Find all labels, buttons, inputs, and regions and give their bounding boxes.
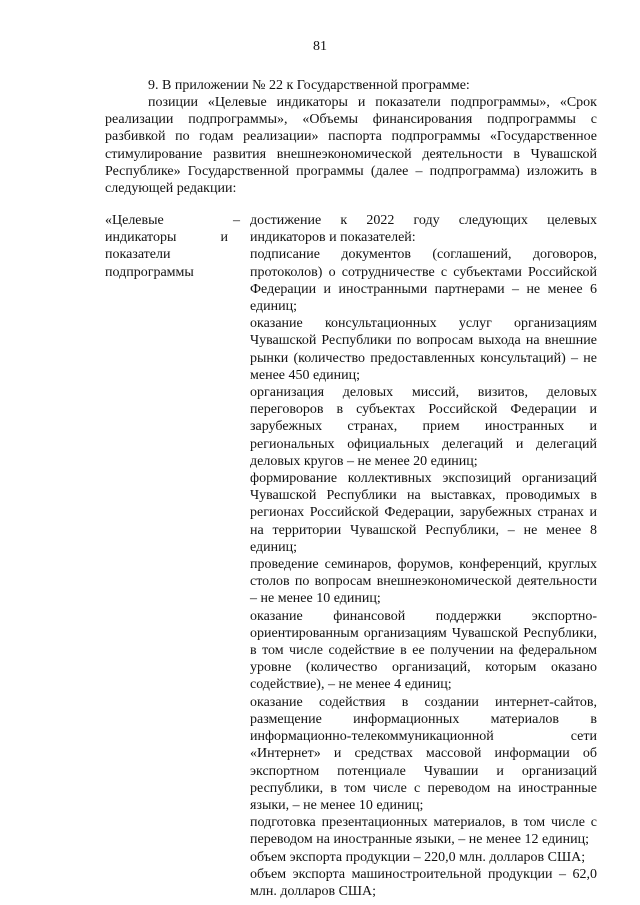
page-number: 81 — [313, 39, 327, 54]
passport-table — [105, 212, 597, 900]
indicator-paragraph: оказание финансовой поддержки экспортно-ориентированным организациям Чувашской Республики, в том числе содействие в ее получении на федеральном уровне (количество организаций, которым оказано содействие), – не менее 4 единиц; — [250, 608, 597, 693]
indicator-paragraph: объем экспорта продукции – 220,0 млн. долларов США; — [250, 849, 586, 865]
passport-dash: – — [233, 213, 240, 228]
indicator-paragraph: достижение к 2022 году следующих целевых индикаторов и показателей: — [250, 213, 597, 246]
indicator-paragraph: подготовка презентационных материалов, в том числе с переводом на иностранные языки, – не менее 12 единиц; — [250, 815, 597, 848]
indicator-paragraph: оказание консультационных услуг организациям Чувашской Республики по вопросам выхода на внешние рынки (количество предоставленных консультаций) – не менее 450 единиц; — [250, 316, 597, 383]
indicator-paragraph: формирование коллективных экспозиций организаций Чувашской Республики на выставках, проводимых в регионах Российской Федерации, зарубежных странах и на территории Чувашской Республики, – не менее 8 единиц; — [250, 471, 597, 555]
item-title: 9. В приложении № 22 к Государственной программе: — [148, 78, 470, 93]
passport-content — [250, 212, 597, 900]
intro-paragraph: позиции «Целевые индикаторы и показатели подпрограммы», «Срок реализации подпрограммы», «Объемы финансирования подпрограммы с разбивкой по годам реализации» паспорта подпрограммы «Государственное стимулирование развития внешнеэкономической деятельности в Чувашской Республике» Государственной программы (далее – подпрограмма) изложить в следующей редакции: — [105, 95, 597, 197]
indicator-paragraph: проведение семинаров, форумов, конференций, круглых столов по вопросам внешнеэкономической деятельности – не менее 10 единиц; — [250, 557, 597, 607]
passport-label: «Целевые индикаторы и показатели подпрограммы — [105, 213, 228, 280]
indicator-paragraph: подписание документов (соглашений, договоров, протоколов) о сотрудничестве с субъектами Российской Федерации и иностранными партнерами – не менее 6 единиц; — [250, 247, 597, 315]
indicator-paragraph: объем экспорта машиностроительной продукции – 62,0 млн. долларов США; — [250, 866, 597, 899]
indicator-paragraph: оказание содействия в создании интернет-сайтов, размещение информационных материалов в информационно-телекоммуникационной сети «Интернет» и средствах массовой информации об экспортном потенциале Чувашии и организаций республики, в том числе с переводом на иностранные языки, – не менее 10 единиц; — [250, 694, 597, 813]
indicator-paragraph: организация деловых миссий, визитов, деловых переговоров в субъектах Российской Федерации и зарубежных странах, прием иностранных и региональных официальных делегаций и делегаций деловых кругов – не менее 20 единиц; — [250, 385, 597, 469]
